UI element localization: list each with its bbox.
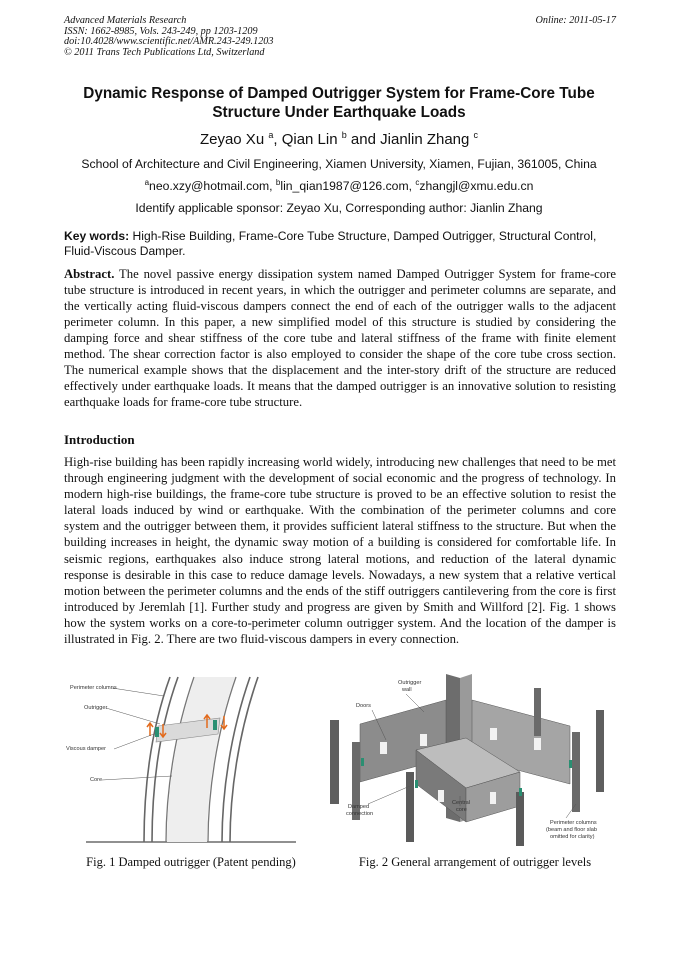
door-opening (490, 728, 497, 740)
figure-1-caption: Fig. 1 Damped outrigger (Patent pending) (86, 855, 296, 869)
label-damped-connection: Damped (348, 804, 370, 810)
copyright-line: © 2011 Trans Tech Publications Ltd, Switzerland (64, 46, 265, 58)
damped-connection (569, 760, 572, 768)
damped-connection (361, 758, 364, 766)
abstract (64, 266, 616, 410)
email-link[interactable]: zhangjl@xmu.edu.cn (419, 179, 534, 194)
core-fill (167, 677, 235, 842)
perimeter-column-right-edge (230, 677, 258, 842)
viscous-damper-right (213, 720, 217, 730)
section-heading-introduction: Introduction (64, 432, 135, 447)
author-name: Qian Lin (281, 131, 338, 148)
perimeter-column (596, 710, 604, 792)
abstract-text: The novel passive energy dissipation system named Damped Outrigger System for frame-core tube structure is introduced in recent years, in which the outrigger and perimeter columns are separate, and the vertically acting fluid-viscous dampers connect the end of each of the outrigger walls to the adjacent perimeter column. In this paper, a new simplified model of this structure is studied by considering the damping force and shear stiffness of the core tube and lateral stiffness of the frame with finite element method. The shear correction factor is also employed to consider the shape of the core tube cross section. The numerical example shows that the displacement and the inter-story drift of the structure are reduced effectively under earthquake loads. It means that the damped outrigger is an innovative solution to resisting earthquake loads for frame-core tube structure. (64, 267, 616, 409)
online-date: Online: 2011-05-17 (535, 15, 616, 26)
svg-text:omitted for clarity): omitted for clarity) (550, 834, 595, 840)
label-central-core: Central (452, 800, 471, 806)
issn-line: ISSN: 1662-8985, Vols. 243-249, pp 1203-1209 (64, 25, 258, 37)
running-header (64, 16, 616, 58)
door-opening (490, 792, 496, 804)
label-viscous-damper: Viscous damper (66, 746, 107, 752)
email-list: $^a$neo.xzy@hotmail.com, $^b$lin_qian1987@126.com, $^c$zhangjl@xmu.edu.cn (144, 178, 534, 194)
door-opening (534, 738, 541, 750)
label-outrigger: Outrigger (84, 705, 108, 711)
author-affil-mark: c (473, 130, 479, 140)
damped-connection (519, 788, 522, 796)
up-arrow-icon (147, 723, 153, 736)
author-affil-mark: a (268, 130, 274, 140)
label-perimeter-columns: Perimeter columns (550, 820, 597, 826)
door-opening (438, 790, 444, 802)
svg-text:core: core (456, 807, 467, 813)
viscous-damper-left (155, 727, 159, 737)
label-doors: Doors (356, 703, 371, 709)
perimeter-column (330, 720, 339, 804)
author-affil-mark: b (341, 130, 347, 140)
paper-title: Dynamic Response of Damped Outrigger System for Frame-Core Tube Structure Under Earthquake Loads (83, 85, 595, 121)
perimeter-column (572, 732, 580, 812)
keywords-label: Key words: (64, 229, 130, 243)
figure-1-damped-outrigger (66, 672, 316, 850)
door-opening (420, 734, 427, 746)
figure-2-caption: Fig. 2 General arrangement of outrigger levels (358, 855, 592, 869)
perimeter-column (406, 772, 414, 842)
label-outrigger-wall: Outrigger (398, 680, 422, 686)
sponsor-line: Identify applicable sponsor: Zeyao Xu, Corresponding author: Jianlin Zhang (135, 201, 543, 215)
figure-2-outrigger-arrangement (320, 672, 610, 850)
keywords (64, 229, 616, 259)
abstract-label: Abstract. (64, 267, 115, 281)
email-link[interactable]: neo.xzy@hotmail.com (149, 179, 270, 194)
label-perimeter-columns: Perimeter columns (70, 685, 117, 691)
damped-connection (415, 780, 418, 788)
email-link[interactable]: lin_qian1987@126.com (280, 179, 409, 194)
introduction-text: High-rise building has been rapidly increasing world widely, introducing new challenges that need to be met through engineering judgment with the development of social economic and the progress of technology. In modern high-rise buildings, the frame-core tube structure is proved to be an effective solution to resist the lateral loads induced by wind or earthquake. With the combination of the perimeter columns and core system and the outrigger between them, it provides sufficient lateral stiffness to the structure. But when the building increases in height, the dynamic sway motion of a building is considered for comfortable life. In seismic regions, earthquakes also induce strong lateral motions, and reduction of the lateral dynamic response is desirable in this case to reduce damage levels. Nowadays, a new system that a relative vertical motion between the perimeter columns and the ends of the stiff outriggers cantilevering from the core is first introduced by Jeremlah [1]. Further study and progress are given by Smith and Willford [2]. Fig. 1 shows how the system works on a core-to-perimeter column outrigger system. And the location of the damper is illustrated in Fig. 2. There are two fluid-viscous dampers in every connection. (64, 455, 616, 647)
journal-name: Advanced Materials Research (64, 15, 187, 26)
affiliation: School of Architecture and Civil Engineering, Xiamen University, Xiamen, Fujian, 361005, China (81, 157, 597, 171)
keywords-text: High-Rise Building, Frame-Core Tube Structure, Damped Outrigger, Structural Control, Fluid-Viscous Damper. (64, 229, 597, 258)
perimeter-column (534, 688, 541, 736)
svg-text:(beam and floor slab: (beam and floor slab (546, 827, 597, 833)
door-opening (380, 742, 387, 754)
author-name: Zeyao Xu (199, 131, 265, 148)
label-core: Core (90, 777, 103, 783)
doi-line: doi:10.4028/www.scientific.net/AMR.243-249.1203 (64, 36, 274, 48)
author-name: Jianlin Zhang (380, 131, 470, 148)
perimeter-column (516, 792, 524, 846)
author-list: Zeyao Xu $^a$, Qian Lin $^b$ and Jianlin Zhang $^c$ (199, 130, 479, 148)
svg-text:wall: wall (402, 687, 412, 693)
svg-text:connection: connection (346, 811, 374, 817)
